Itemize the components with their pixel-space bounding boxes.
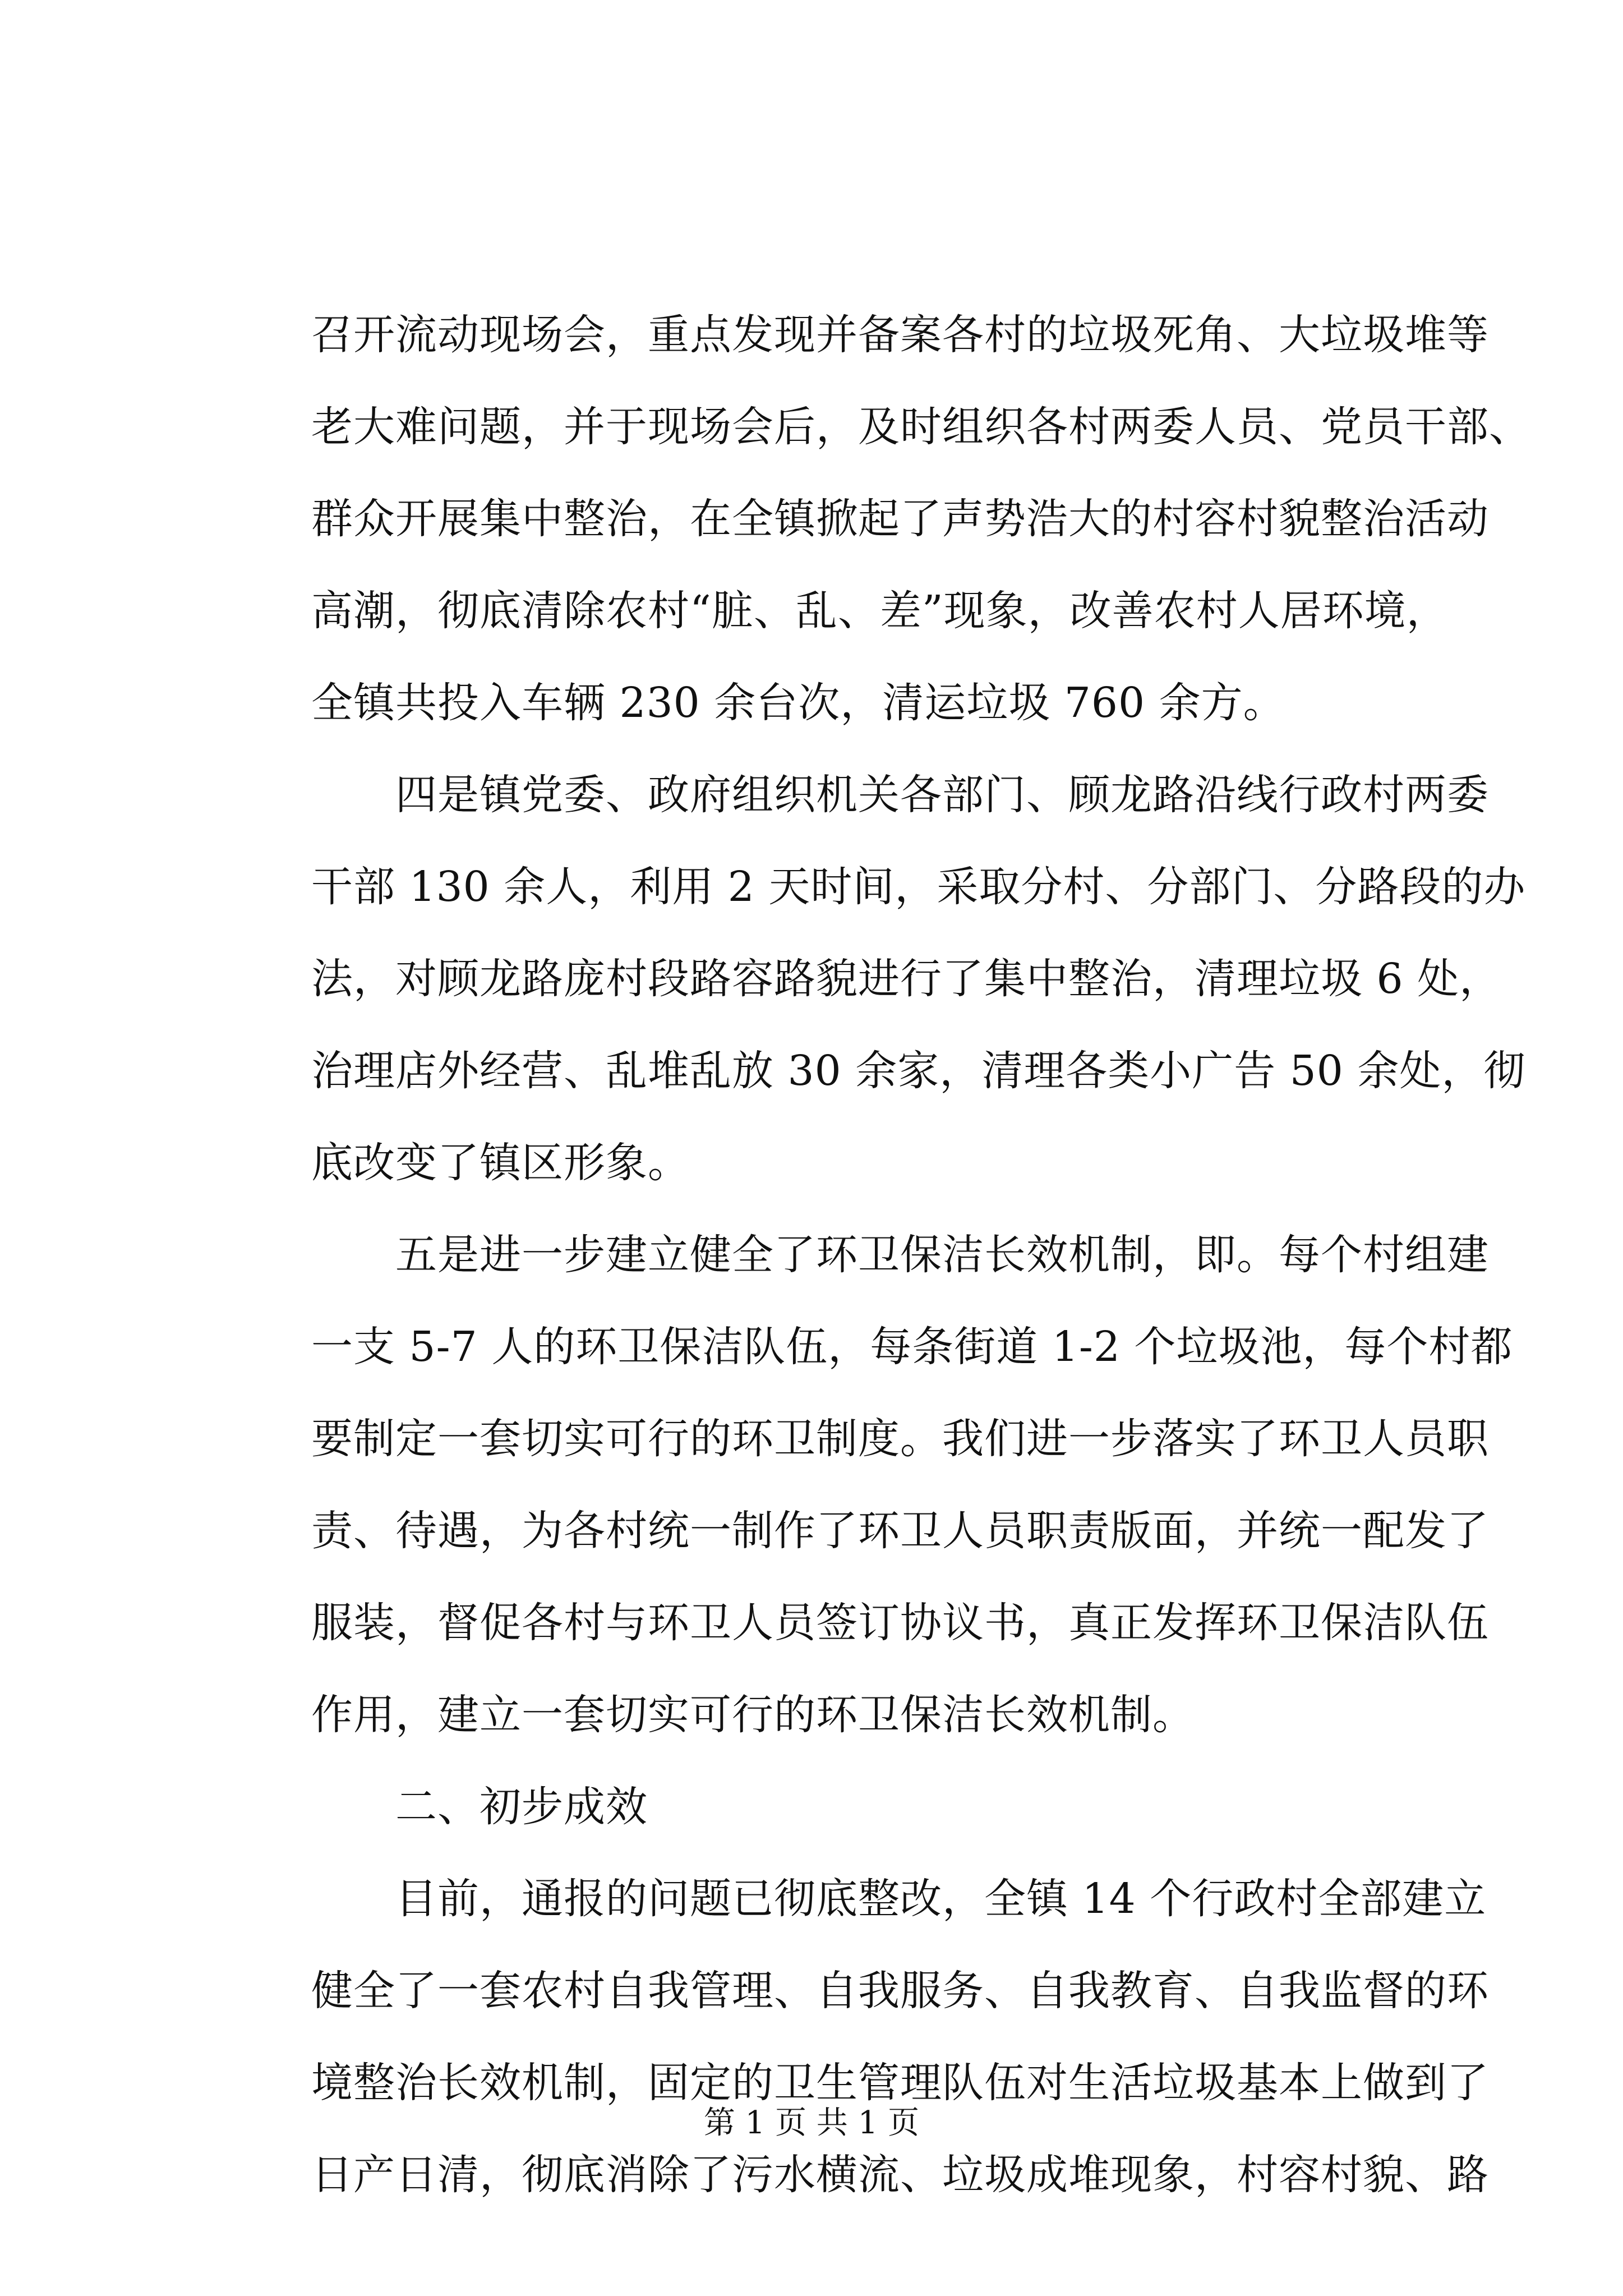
- text-line: 老大难问题，并于现场会后，及时组织各村两委人员、党员干部、: [311, 403, 1531, 451]
- section-heading: 二、初步成效: [395, 1783, 648, 1831]
- body-text: [311, 289, 1531, 2221]
- text-line: 责、待遇，为各村统一制作了环卫人员职责版面，并统一配发了: [311, 1507, 1489, 1555]
- text-line: 全镇共投入车辆 230 余台次，清运垃圾 760 余方。: [311, 679, 1285, 727]
- text-line: 日产日清，彻底消除了污水横流、垃圾成堆现象，村容村貌、路: [311, 2151, 1489, 2199]
- text-line: 群众开展集中整治，在全镇掀起了声势浩大的村容村貌整治活动: [311, 495, 1489, 543]
- page-number-footer: 第 1 页 共 1 页: [703, 2105, 920, 2141]
- text-line: 要制定一套切实可行的环卫制度。我们进一步落实了环卫人员职: [311, 1415, 1489, 1463]
- text-line: 一支 5-7 人的环卫保洁队伍，每条街道 1-2 个垃圾池，每个村都: [311, 1323, 1513, 1371]
- text-line: 高潮，彻底清除农村“脏、乱、差”现象，改善农村人居环境，: [311, 587, 1449, 635]
- text-line: 治理店外经营、乱堆乱放 30 余家，清理各类小广告 50 余处，彻: [311, 1047, 1526, 1095]
- text-line: 召开流动现场会，重点发现并备案各村的垃圾死角、大垃圾堆等: [311, 311, 1489, 359]
- text-line: 底改变了镇区形象。: [311, 1139, 690, 1187]
- text-line: 法，对顾龙路庞村段路容路貌进行了集中整治，清理垃圾 6 处，: [311, 955, 1502, 1003]
- text-line: 健全了一套农村自我管理、自我服务、自我教育、自我监督的环: [311, 1967, 1489, 2015]
- text-line: 服装，督促各村与环卫人员签订协议书，真正发挥环卫保洁队伍: [311, 1599, 1489, 1647]
- text-line: 干部 130 余人，利用 2 天时间，采取分村、分部门、分路段的办: [311, 863, 1526, 911]
- text-line: 作用，建立一套切实可行的环卫保洁长效机制。: [311, 1691, 1195, 1739]
- paragraph-start-line: 目前，通报的问题已彻底整改，全镇 14 个行政村全部建立: [395, 1875, 1487, 1923]
- paragraph-start-line: 五是进一步建立健全了环卫保洁长效机制，即。每个村组建: [395, 1231, 1489, 1279]
- text-line: 境整治长效机制，固定的卫生管理队伍对生活垃圾基本上做到了: [311, 2059, 1489, 2107]
- paragraph-start-line: 四是镇党委、政府组织机关各部门、顾龙路沿线行政村两委: [395, 771, 1489, 819]
